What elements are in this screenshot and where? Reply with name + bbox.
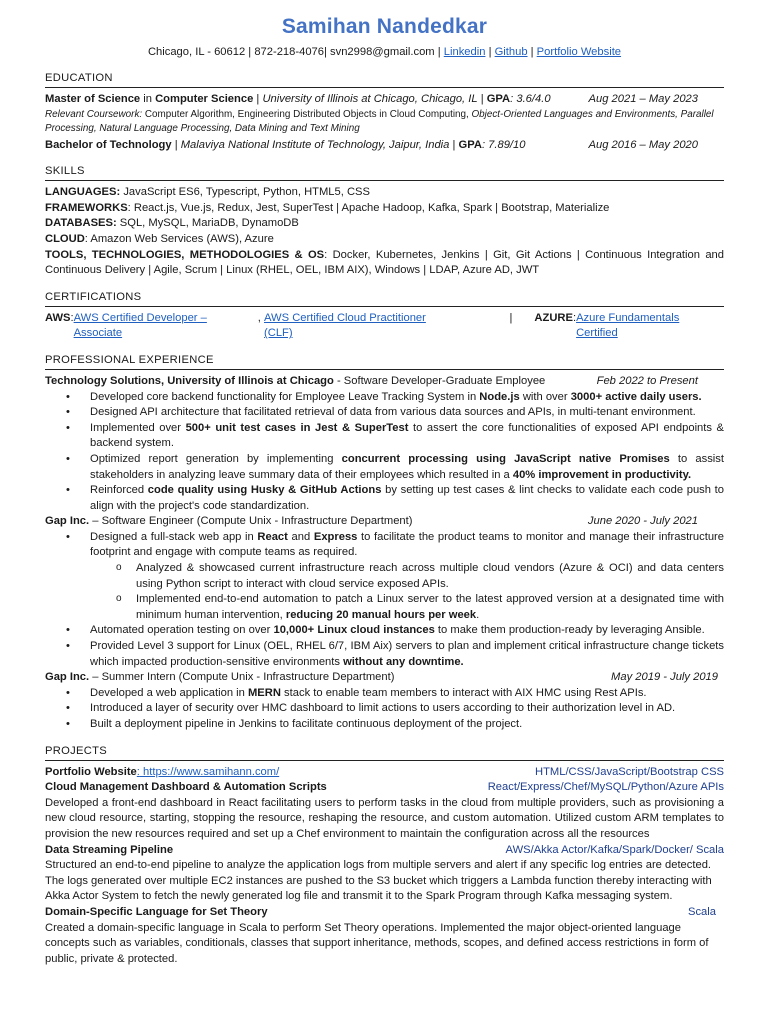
project-description: Structured an end-to-end pipeline to analyze the application logs from multiple servers and alert if any specific log entries are detected. The logs generated over multiple EC2 instances are pushed to the S3 bucket which triggers a Lambda function thereby interacting with Akka Actor System to fetch the newly generated log file and transmit it to the Spark Program through Kafka messaging system.: [45, 859, 712, 903]
phone: 872-218-4076: [254, 46, 324, 58]
ms-degree-field: Computer Science: [155, 93, 254, 105]
bt-date: Aug 2016 – May 2020: [588, 138, 698, 151]
job-date: Feb 2022 to Present: [596, 374, 698, 387]
text: Introduced a layer of security over HMC dashboard to limit actions to users according to their authorization level in AD.: [90, 702, 676, 715]
skills-heading: SKILLS: [45, 164, 724, 181]
project-description: Developed a front-end dashboard in React facilitating users to perform tasks in the cloud from multiple providers, such as provisioning a new cloud resource, starting, stopping the resource, reshaping the resource, and custom automation. Utilized custom ARM templates to provision the new resources required and set up a Chef environment to maintain the configuration across all the resources: [45, 796, 724, 840]
project-description: Created a domain-specific language in Scala to perform Set Theory operations. Implemented the major object-oriented language concepts such as variables, conditionals, classes that support inheritance, methods, scopes, and defined access restrictions in form of public, private & protected.: [45, 921, 709, 965]
list-item: [45, 421, 724, 452]
aws-colon: :: [70, 311, 74, 324]
job-date: May 2019 - July 2019: [611, 671, 718, 684]
job-bullets: [45, 530, 724, 670]
project-tech: AWS/Akka Actor/Kafka/Spark/Docker/ Scala: [505, 843, 724, 856]
aws-developer-cert-link[interactable]: AWS Certified Developer – Associate: [73, 311, 207, 340]
project-name: Data Streaming Pipeline: [45, 843, 174, 856]
experience-heading: PROFESSIONAL EXPERIENCE: [45, 353, 724, 370]
portfolio-link[interactable]: Portfolio Website: [536, 46, 622, 58]
location: Chicago, IL - 60612: [147, 46, 246, 58]
projects-heading: PROJECTS: [45, 744, 724, 761]
list-item: [45, 530, 724, 561]
bt-degree: [45, 138, 525, 154]
skill-tools: [45, 248, 724, 279]
skill-text: : Docker, Kubernetes, Jenkins | Git, Git Actions | Continuous Integration and Continuous Delivery | Agile, Scrum | Linux (RHEL, OEL, IBM AIX), Windows | LDAP, Azure AD, JWT: [45, 248, 724, 277]
text: and: [287, 530, 314, 543]
contact-separator: |: [488, 46, 495, 58]
text: with over: [519, 390, 571, 403]
contact-separator: |: [437, 46, 444, 58]
list-item: [45, 390, 724, 406]
skill-text: JavaScript ES6, Typescript, Python, HTML5, CSS: [120, 186, 370, 199]
text: by setting up test cases & lint checks to validate each code push to align with the project's code standardization.: [90, 484, 724, 512]
text: Analyzed & showcased current infrastructure reach across multiple cloud vendors (Azure & OCI) and data centers using Python script to interact with cloud service exposed APIs.: [136, 562, 724, 590]
ms-degree-name: Master of Science: [45, 93, 141, 105]
project-colon: :: [136, 765, 140, 778]
skill-label: DATABASES:: [45, 217, 117, 230]
text: Reinforced: [90, 484, 148, 497]
ms-coursework: [45, 108, 724, 136]
text-bold: without any downtime.: [343, 655, 464, 668]
linkedin-link[interactable]: Linkedin: [443, 46, 486, 58]
text: stack to enable team members to interact with AIX HMC using Rest APIs.: [280, 686, 647, 699]
contact-separator: |: [248, 46, 255, 58]
coursework-label: Relevant Coursework:: [45, 108, 143, 120]
projects-section: [45, 765, 724, 968]
contact-line: [45, 44, 724, 60]
list-item: [45, 686, 724, 702]
ms-gpa: : 3.6/4.0: [510, 93, 551, 105]
bt-degree-name: Bachelor of Technology: [45, 138, 172, 151]
job-role: - Software Developer-Graduate Employee: [333, 374, 546, 387]
contact-separator: |: [323, 46, 330, 58]
sub-list-item: [45, 561, 724, 592]
bt-separator: |: [452, 138, 456, 151]
list-item: [45, 717, 724, 733]
sub-list-item: [45, 592, 724, 623]
email: svn2998@gmail.com: [330, 46, 435, 58]
ms-gpa-label: GPA: [486, 93, 511, 105]
text-bold: concurrent processing using JavaScript native Promises: [341, 452, 670, 465]
text-bold: 3000+ active daily users.: [570, 390, 702, 403]
list-item: [45, 639, 724, 670]
text-bold: Node.js: [479, 390, 520, 403]
job-title-line: [45, 670, 394, 686]
job-title-line: [45, 374, 545, 390]
skill-cloud: [45, 232, 724, 248]
text-bold: 10,000+ Linux cloud instances: [273, 624, 435, 637]
ms-school: University of Illinois at Chicago, Chicago, IL: [262, 93, 478, 105]
text: to make them production-ready by leveraging Ansible.: [434, 624, 705, 637]
job-company: Gap Inc.: [45, 515, 90, 528]
bt-school: Malaviya National Institute of Technology, Jaipur, India: [180, 138, 450, 151]
text: Implemented end-to-end automation to patch a Linux server to the latest approved version at a designated time with minimum human intervention,: [136, 593, 724, 621]
project-tech: React/Express/Chef/MySQL/Python/Azure APIs: [487, 781, 724, 794]
aws-label: AWS: [45, 311, 71, 324]
coursework-text-italic: Object-Oriented Languages and Environments, Parallel Processing, Natural Language Processing, Data Mining and Text Mining: [45, 108, 714, 134]
certifications-row: [45, 311, 724, 342]
bt-separator: |: [174, 138, 178, 151]
contact-separator: |: [530, 46, 537, 58]
list-item: [45, 452, 724, 483]
project-header: [45, 780, 724, 796]
portfolio-url-link[interactable]: https://www.samihann.com/: [139, 765, 280, 778]
job-header: [45, 374, 724, 390]
skill-databases: [45, 216, 724, 232]
azure-cert-link[interactable]: Azure Fundamentals Certified: [576, 311, 680, 340]
experience-section: [45, 374, 724, 733]
text-bold: code quality using Husky & GitHub Actions: [147, 484, 382, 497]
skill-frameworks: [45, 201, 724, 217]
skill-languages: [45, 185, 724, 201]
education-section: [45, 92, 724, 153]
text: to facilitate the product teams to monitor and manage their infrastructure footprint and engage with compute teams as required.: [90, 530, 724, 559]
text: Built a deployment pipeline in Jenkins to facilitate continuous deployment of the project.: [90, 718, 523, 730]
ms-degree-in: in: [143, 93, 152, 105]
project-header: [45, 843, 724, 859]
job-company: Gap Inc.: [45, 671, 90, 684]
job-header: [45, 670, 724, 686]
education-heading: EDUCATION: [45, 71, 724, 88]
project-tech: Scala: [688, 905, 716, 918]
project-tech: HTML/CSS/JavaScript/Bootstrap CSS: [534, 765, 724, 778]
text: Developed a web application in: [90, 686, 248, 699]
list-item: [45, 701, 724, 717]
text: Designed API architecture that facilitated retrieval of data from various data sources and APIs, in multi-tenant environment.: [90, 406, 696, 419]
project-name: Cloud Management Dashboard & Automation Scripts: [45, 781, 327, 794]
project-title-line: [45, 765, 279, 781]
skill-label: FRAMEWORKS: [45, 201, 128, 214]
text: Provided Level 3 support for Linux (OEL, RHEL 6/7, IBM Aix) servers to plan and implement critical infrastructure change tickets which impacted production-sensitive environments: [90, 640, 724, 668]
cert-separator: |: [509, 311, 513, 324]
project-header: [45, 905, 724, 921]
job-role: – Summer Intern (Compute Unix - Infrastructure Department): [89, 671, 395, 684]
skill-text: : Amazon Web Services (AWS), Azure: [84, 232, 274, 245]
text: to assist stakeholders in analyzing leave summary data of their employees which resulted in a: [90, 452, 724, 481]
job-title-line: [45, 514, 412, 530]
cert-comma: ,: [257, 311, 261, 324]
ms-date: Aug 2021 – May 2023: [588, 93, 698, 105]
text-bold: Express: [313, 530, 358, 543]
skill-text: : React.js, Vue.js, Redux, Jest, SuperTest | Apache Hadoop, Kafka, Spark | Bootstrap, Materialize: [127, 201, 610, 214]
list-item: [45, 483, 724, 514]
bt-degree-row: [45, 138, 724, 154]
text: to assert the core functionalities of exposed API endpoints & backend system.: [90, 421, 724, 450]
text: .: [476, 608, 480, 621]
job-role: – Software Engineer (Compute Unix - Infrastructure Department): [89, 515, 413, 528]
job-bullets: [45, 390, 724, 515]
text-bold: MERN: [247, 686, 281, 699]
project-name: Portfolio Website: [45, 765, 137, 778]
azure-colon: :: [572, 311, 577, 324]
ms-separator: |: [256, 93, 260, 105]
github-link[interactable]: Github: [494, 46, 528, 58]
project-name: Domain-Specific Language for Set Theory: [45, 905, 268, 918]
job-company: Technology Solutions, University of Illinois at Chicago: [45, 374, 334, 387]
certifications-heading: CERTIFICATIONS: [45, 290, 724, 307]
job-date: June 2020 - July 2021: [587, 515, 698, 528]
ms-separator: |: [480, 93, 484, 105]
skill-label: TOOLS, TECHNOLOGIES, METHODOLOGIES & OS: [45, 248, 325, 261]
ms-degree-row: [45, 92, 724, 108]
bt-gpa: : 7.89/10: [481, 138, 526, 151]
text: Implemented over: [90, 421, 186, 434]
text: Developed core backend functionality for Employee Leave Tracking System in: [90, 390, 480, 403]
text-bold: 500+ unit test cases in Jest & SuperTest: [185, 421, 409, 434]
ms-degree: [45, 92, 551, 108]
list-item: [45, 405, 724, 421]
skill-text: SQL, MySQL, MariaDB, DynamoDB: [116, 217, 299, 230]
skills-section: [45, 185, 724, 279]
job-bullets: [45, 686, 724, 733]
text-bold: 40% improvement in productivity.: [512, 468, 692, 481]
aws-practitioner-cert-link[interactable]: AWS Certified Cloud Practitioner (CLF): [264, 311, 426, 340]
project-header: [45, 765, 724, 781]
candidate-name: Samihan Nandedkar: [281, 15, 488, 38]
text: Automated operation testing on over: [90, 624, 274, 637]
text: Optimized report generation by implementing: [90, 452, 342, 465]
azure-label: AZURE: [534, 311, 573, 324]
text-bold: React: [257, 530, 288, 543]
text: Designed a full-stack web app in: [90, 530, 258, 543]
text-bold: reducing 20 manual hours per week: [285, 608, 477, 621]
job-header: [45, 514, 724, 530]
coursework-text: Computer Algorithm, Engineering Distributed Objects in Cloud Computing,: [144, 108, 472, 120]
list-item: [45, 623, 724, 639]
skill-label: CLOUD: [45, 232, 85, 245]
skill-label: LANGUAGES:: [45, 186, 121, 199]
bt-gpa-label: GPA: [458, 138, 482, 151]
